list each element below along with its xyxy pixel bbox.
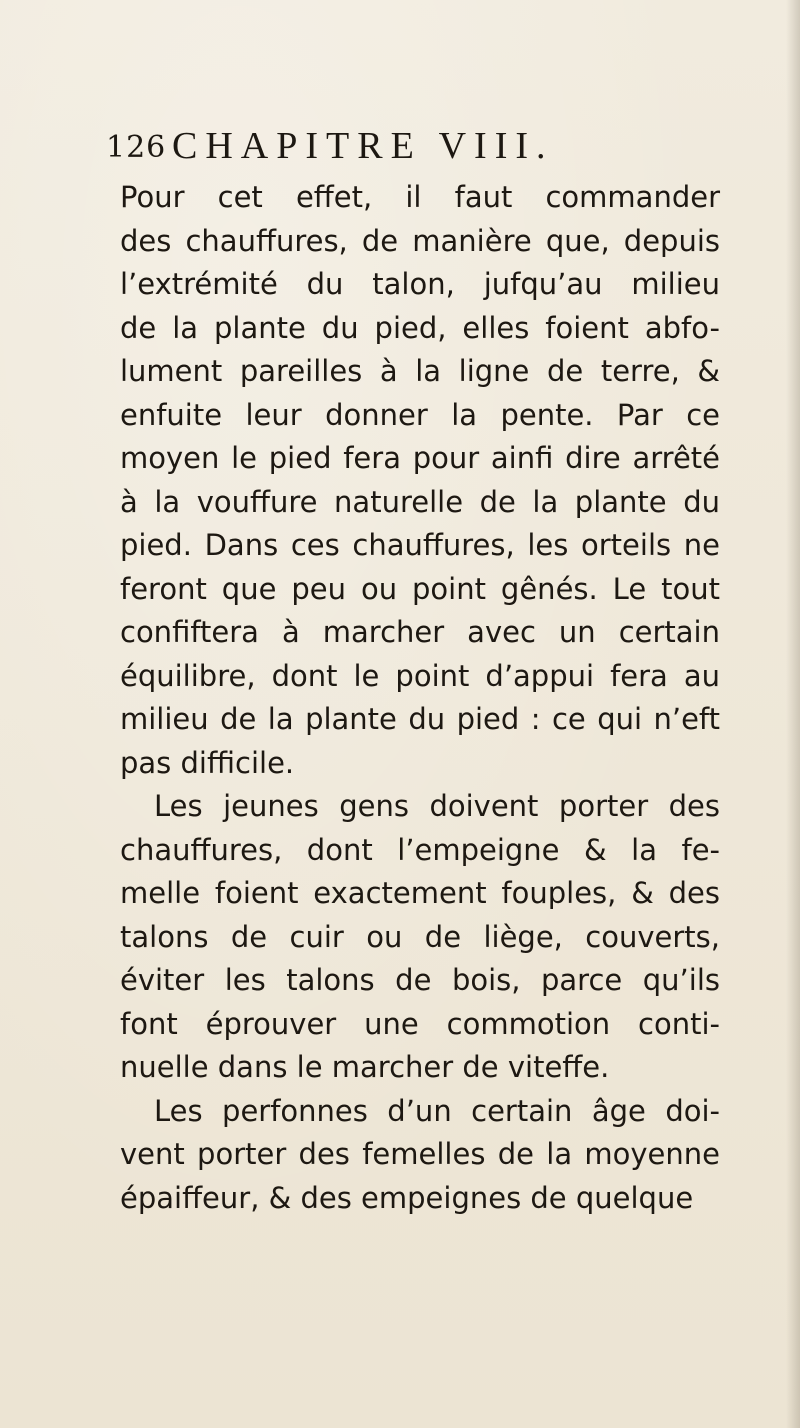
text-line: chauffures, dont l’empeigne & la fe-: [120, 832, 720, 867]
text-line: l’extrémité du talon, jufqu’au milieu: [120, 267, 720, 301]
body-text: [120, 176, 720, 1220]
page-edge-shadow: [786, 0, 800, 1428]
text-line: vent porter des femelles de la moyenne: [120, 1137, 720, 1171]
text-line: font éprouver une commotion conti-: [120, 1006, 720, 1041]
text-line: feront que peu ou point gênés. Le tout: [120, 571, 720, 606]
text-line: pas difficile.: [120, 745, 295, 780]
text-line: enfuite leur donner la pente. Par ce: [120, 397, 720, 432]
text-line: de la plante du pied, elles foient abfo-: [120, 310, 720, 345]
text-line: talons de cuir ou de liège, couverts,: [120, 919, 720, 954]
text-line: moyen le pied fera pour ainfi dire arrêté: [120, 441, 720, 475]
text-line: nuelle dans le marcher de viteffe.: [120, 1050, 610, 1084]
text-line: pied. Dans ces chauffures, les orteils ne: [120, 528, 720, 562]
text-line: milieu de la plante du pied : ce qui n’eft: [120, 702, 720, 736]
text-line: lument pareilles à la ligne de terre, &: [120, 354, 720, 388]
text-line: confiftera à marcher avec un certain: [120, 615, 720, 649]
text-line: équilibre, dont le point d’appui fera au: [120, 658, 720, 693]
running-title: CHAPITRE VIII.: [172, 125, 554, 167]
text-line: éviter les talons de bois, parce qu’ils: [120, 963, 720, 997]
page-number: 126: [106, 130, 167, 165]
paragraph-start-line: Les perfonnes d’un certain âge doi-: [154, 1093, 720, 1128]
paragraph-start-line: Les jeunes gens doivent porter des: [154, 789, 720, 823]
text-line: épaiffeur, & des empeignes de quelque: [120, 1180, 694, 1215]
text-line: Pour cet effet, il faut commander: [120, 180, 720, 214]
text-line: melle foient exactement fouples, & des: [120, 876, 720, 910]
text-line: des chauffures, de manière que, depuis: [120, 223, 720, 258]
page-header: [106, 124, 726, 174]
text-line: à la vouffure naturelle de la plante du: [120, 484, 720, 519]
